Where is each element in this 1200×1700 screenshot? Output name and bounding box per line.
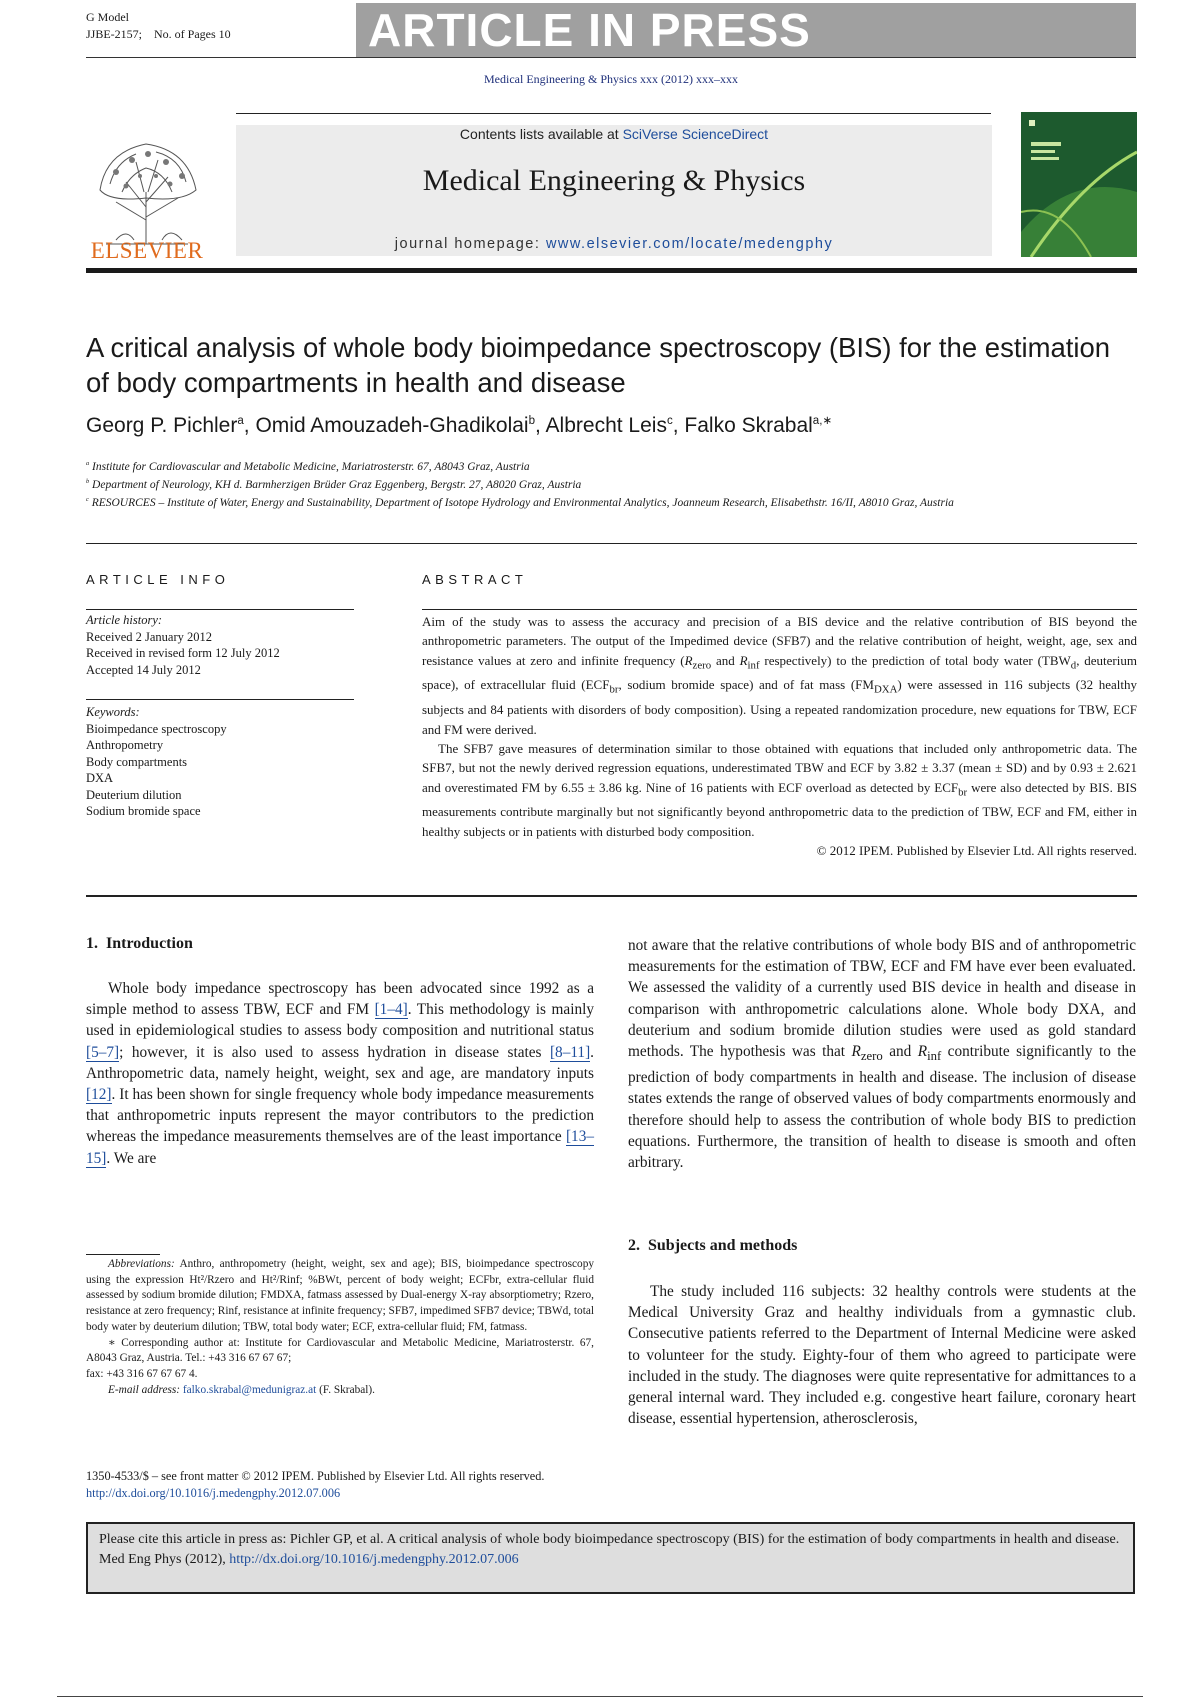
elsevier-wordmark: ELSEVIER bbox=[90, 238, 204, 263]
body-text: and bbox=[882, 1043, 918, 1061]
body-text: ; however, it is also used to assess hydration in disease states bbox=[119, 1043, 550, 1061]
rinf-symbol: R bbox=[917, 1043, 928, 1061]
introduction-continued-text bbox=[628, 935, 1136, 1173]
author-affil-mark: c bbox=[666, 415, 673, 427]
ecf-subscript: br bbox=[958, 786, 968, 799]
body-text: . This methodology is mainly used in epidemiological studies to assess body composition and nutritional status bbox=[86, 1001, 594, 1040]
sciencedirect-link[interactable]: SciVerse ScienceDirect bbox=[622, 126, 769, 142]
citation-link[interactable]: [5–7] bbox=[86, 1043, 120, 1061]
rzero-subscript: zero bbox=[692, 659, 712, 672]
keyword-item: DXA bbox=[86, 771, 114, 785]
body-text: . Anthropometric data, namely height, weight, sex and age, are mandatory inputs bbox=[86, 1043, 594, 1082]
abstract-text: , deuterium space), of extracellular fluid (ECF bbox=[422, 652, 1137, 693]
article-title: A critical analysis of whole body bioimpedance spectroscopy (BIS) for the estimation of body compartments in health and disease bbox=[86, 332, 1111, 398]
revised-date: Received in revised form 12 July 2012 bbox=[86, 646, 280, 660]
author-affil-mark: a bbox=[237, 415, 244, 427]
citation-doi-link[interactable]: http://dx.doi.org/10.1016/j.medengphy.2012.07.006 bbox=[229, 1552, 519, 1567]
abstract-text: ) were assessed in 116 subjects (32 healthy subjects and 84 patients with disorders of body composition). Using a repeated randomization procedure, new equations for TBW, ECF and FM were derived. bbox=[422, 677, 1137, 737]
keywords-rule bbox=[86, 699, 354, 700]
doi-link[interactable]: http://dx.doi.org/10.1016/j.medengphy.2012.07.006 bbox=[86, 1486, 341, 1500]
masthead-top-rule bbox=[236, 113, 991, 114]
section-title-introduction: 1. Introduction bbox=[86, 935, 193, 952]
rzero-symbol: R bbox=[851, 1043, 861, 1061]
abstract-body bbox=[422, 612, 1137, 860]
corresponding-author-footnote: ∗ Corresponding author at: Institute for Cardiovascular and Metabolic Medicine, Mariatrosterstr. 67, A8043 Graz, Austria. Tel.: +43 316 67 67 67; bbox=[86, 1336, 594, 1365]
body-paragraph bbox=[628, 935, 1136, 1173]
header-rule bbox=[86, 57, 1136, 58]
fm-subscript: DXA bbox=[873, 684, 898, 697]
body-paragraph: The study included 116 subjects: 32 healthy controls were students at the Medical University Graz and healthy individuals from a gymnastic club. Consecutive patients referred to the Department of Internal Medicine were asked to volunteer for the study. Eighty-four of them who agreed to participate were included in the study. The diagnoses were quite representative for admittances to a general internal ward. They included e.g. congestive heart failure, coronary heart disease, essential hypertension, atherosclerosis, bbox=[628, 1283, 1136, 1428]
tbw-subscript: d bbox=[1070, 659, 1077, 672]
keywords-label: Keywords: bbox=[86, 705, 140, 719]
rzero-subscript: zero bbox=[860, 1049, 883, 1064]
ecf-subscript: br bbox=[609, 684, 619, 697]
abstract-text: Aim of the study was to assess the accuracy and precision of a BIS device and the relative contribution of BIS beyond the anthropometric parameters. The output of the Impedimed device (SFB7) and the relative contribution of height, weight, age, sex and resistance values at zero and infinite frequency ( bbox=[422, 614, 1137, 668]
keyword-item: Bioimpedance spectroscopy bbox=[86, 721, 227, 736]
journal-title: Medical Engineering & Physics bbox=[422, 164, 806, 197]
fax-line: fax: +43 316 67 67 67 4. bbox=[86, 1367, 198, 1380]
keyword-item: Anthropometry bbox=[86, 738, 164, 752]
abstract-paragraph bbox=[422, 612, 1137, 739]
affiliation bbox=[86, 456, 1136, 475]
affiliation bbox=[86, 492, 1136, 511]
body-text: not aware that the relative contributions of whole body BIS and of anthropometric measurements for the estimation of TBW, ECF and FM have ever been evaluated. We assessed the validity of a currently used BIS device in health and disease in comparison with anthropometric calculations alone. Whole body DXA, and deuterium and sodium bromide dilution studies were used as gold standard methods. The hypothesis was that bbox=[628, 937, 1136, 1061]
affiliation-text: Institute for Cardiovascular and Metabolic Medicine, Mariatrosterstr. 67, A8043 Graz, Austria bbox=[92, 460, 530, 473]
footnote-rule bbox=[86, 1254, 160, 1255]
abbreviations-label: Abbreviations: bbox=[108, 1258, 175, 1270]
abbreviations-footnote bbox=[86, 1257, 594, 1336]
citation-link[interactable]: [13–15] bbox=[86, 1128, 594, 1167]
abstract-text: and bbox=[711, 652, 740, 668]
citation-link[interactable]: [8–11] bbox=[549, 1043, 591, 1061]
keyword-item: Body compartments bbox=[86, 754, 188, 769]
author-name: Omid Amouzadeh-Ghadikolai bbox=[255, 414, 529, 437]
email-label: E-mail address: bbox=[108, 1383, 181, 1396]
author-name: Georg P. Pichler bbox=[86, 414, 238, 437]
keyword-item: Deuterium dilution bbox=[86, 787, 182, 802]
author-name: Falko Skrabal bbox=[684, 414, 813, 437]
gmodel-label: G Model bbox=[86, 10, 129, 24]
affiliation-mark: a bbox=[86, 460, 90, 467]
journal-reference: Medical Engineering & Physics xxx (2012) xxx–xxx bbox=[484, 72, 738, 86]
abstract-heading: ABSTRACT bbox=[422, 572, 528, 587]
body-text: Whole body impedance spectroscopy has been advocated since 1992 as a simple method to assess TBW, ECF and FM bbox=[86, 980, 594, 1019]
issn-line: 1350-4533/$ – see front matter © 2012 IPEM. Published by Elsevier Ltd. All rights reserved. bbox=[86, 1469, 545, 1483]
journal-homepage-line bbox=[236, 236, 992, 252]
author-name: Albrecht Leis bbox=[545, 414, 667, 437]
email-link[interactable]: falko.skrabal@medunigraz.at bbox=[182, 1383, 317, 1396]
rinf-subscript: inf bbox=[747, 659, 760, 672]
rinf-subscript: inf bbox=[927, 1049, 942, 1064]
rzero-symbol: R bbox=[684, 652, 693, 668]
contents-available-line bbox=[236, 126, 992, 142]
body-paragraph bbox=[86, 978, 594, 1169]
homepage-prefix: journal homepage: bbox=[394, 236, 546, 252]
masthead-bottom-rule bbox=[86, 268, 1137, 273]
citation-link[interactable]: [12] bbox=[86, 1086, 112, 1104]
citation-body: Please cite this article in press as: Pichler GP, et al. A critical analysis of whole body bioimpedance spectroscopy (BIS) for the estimation of body compartments in health and disease. Med Eng Phys (2012), bbox=[99, 1532, 1120, 1567]
footnotes bbox=[86, 1257, 594, 1398]
affiliation-mark: c bbox=[86, 496, 89, 503]
abstract-text: The SFB7 gave measures of determination similar to those obtained with equations that included only anthropometric data. The SFB7, but not the newly derived regression equations, underestimated TBW and ECF by 3.82 ± 3.37 (mean ± SD) and by 0.93 ± 2.621 and overestimated FM by 6.55 ± 3.86 kg. Nine of 16 patients with ECF overload as detected by ECF bbox=[422, 740, 1137, 795]
methods-text bbox=[628, 1281, 1136, 1429]
abstract-paragraph bbox=[422, 739, 1137, 841]
abstract-end-rule bbox=[86, 895, 1137, 897]
abstract-rule bbox=[422, 609, 1137, 610]
article-info-heading: ARTICLE INFO bbox=[86, 572, 230, 587]
affiliation-rule bbox=[86, 543, 1137, 544]
abstract-copyright: © 2012 IPEM. Published by Elsevier Ltd. All rights reserved. bbox=[816, 843, 1137, 859]
citation-link[interactable]: [1–4] bbox=[374, 1001, 408, 1019]
header-model-info bbox=[86, 9, 231, 43]
keyword-item: Sodium bromide space bbox=[86, 804, 201, 818]
article-info-rule bbox=[86, 609, 354, 610]
body-text: contribute significantly to the prediction of body compartments in health and disease. The inclusion of disease states extends the range of observed values of body compartments enormously and therefore should help to assess the contribution of whole body BIS to prediction equations. Furthermore, the transition of health to disease is smooth and often arbitrary. bbox=[628, 1043, 1136, 1172]
journal-cover-thumbnail bbox=[1021, 112, 1137, 257]
citation-text bbox=[99, 1530, 1124, 1570]
article-in-press-label: ARTICLE IN PRESS bbox=[368, 4, 811, 56]
email-line bbox=[86, 1383, 594, 1399]
contents-prefix: Contents lists available at bbox=[459, 126, 623, 142]
cover-artwork-icon bbox=[1021, 112, 1137, 257]
author-list: Georg P. Pichler$^a$, Omid Amouzadeh-Ghadikolai$^b$, Albrecht Leis$^c$, Falko Skrabal$^{a,∗}$ bbox=[86, 414, 833, 437]
body-text: . We are bbox=[106, 1149, 157, 1167]
page-bottom-rule bbox=[57, 1696, 1143, 1697]
abstract-text: were also detected by BIS. BIS measurements contribute marginally but not significantly beyond anthropometric data to the prediction of TBW, ECF and FM, either in healthy subjects or in patients with disturbed body composition. bbox=[422, 779, 1137, 839]
introduction-text bbox=[86, 978, 594, 1169]
abstract-text: , sodium bromide space) and of fat mass (FM bbox=[618, 677, 874, 693]
email-owner: (F. Skrabal). bbox=[316, 1383, 375, 1396]
front-matter-info bbox=[86, 1468, 544, 1502]
section-title-methods: 2. Subjects and methods bbox=[628, 1237, 798, 1254]
affiliation-text: RESOURCES – Institute of Water, Energy and Sustainability, Department of Isotope Hydrology and Environmental Analytics, Joanneum Research, Elisabethstr. 16/II, A8010 Graz, Austria bbox=[91, 496, 954, 509]
author-affil-mark: a,∗ bbox=[812, 415, 833, 427]
affiliation-text: Department of Neurology, KH d. Barmherzigen Brüder Graz Eggenberg, Bergstr. 27, A8020 Graz, Austria bbox=[92, 478, 582, 491]
author-affil-mark: b bbox=[528, 415, 536, 427]
manuscript-ref: JJBE-2157; No. of Pages 10 bbox=[86, 27, 231, 41]
abstract-text: respectively) to the prediction of total body water (TBW bbox=[759, 652, 1071, 668]
rinf-symbol: R bbox=[739, 652, 748, 668]
accepted-date: Accepted 14 July 2012 bbox=[86, 662, 201, 677]
affiliation-mark: b bbox=[86, 478, 90, 485]
homepage-link[interactable]: www.elsevier.com/locate/medengphy bbox=[545, 236, 834, 252]
history-label: Article history: bbox=[86, 613, 163, 627]
abbreviations-text: Anthro, anthropometry (height, weight, sex and age); BIS, bioimpedance spectroscopy using the expression Ht²/Rzero and Ht²/Rinf; %BWt, percent of body weight; ECFbr, extra-cellular fluid assessed by sodium bromide dilution; FMDXA, fatmass assessed by Dual-energy X-ray absorptiometry; Rzero, resistance at zero frequency; Rinf, resistance at infinite frequency; SFB7, impedimed SFB7 device; TBWd, total body water by deuterium dilution; TBW, total body water; ECF, extra-cellular fluid; FM, fatmass. bbox=[86, 1258, 594, 1333]
received-date: Received 2 January 2012 bbox=[86, 629, 213, 644]
keyword-list bbox=[86, 704, 354, 820]
article-history bbox=[86, 612, 354, 678]
affiliation bbox=[86, 474, 1136, 493]
body-text: . It has been shown for single frequency whole body impedance measurements that anthropometric inputs represent the mayor contributors to the prediction whereas the impedance measurements themselves are of the least importance bbox=[86, 1086, 594, 1146]
